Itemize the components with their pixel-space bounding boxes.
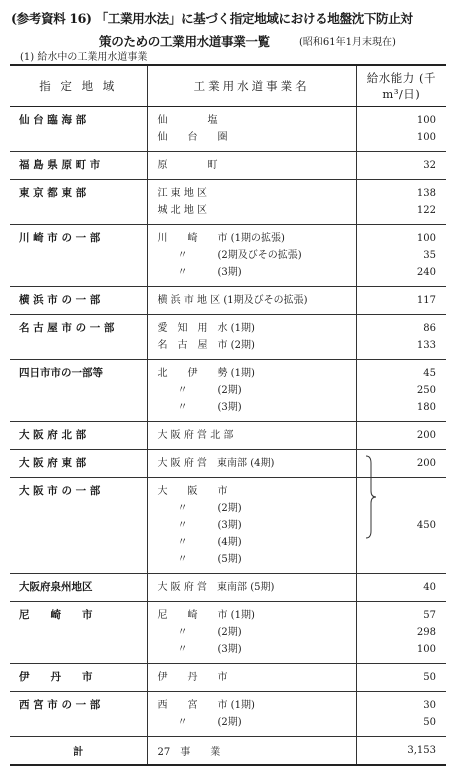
capacity-value: 138: [416, 188, 436, 199]
region-cell: [10, 152, 147, 180]
project-cell: [147, 574, 356, 602]
capacity-value: 45: [423, 368, 436, 379]
project-name: 〃 (2期): [157, 503, 242, 514]
project-name: 〃 (3期): [157, 402, 242, 413]
project-name: 西 宮 市 (1期): [157, 700, 255, 711]
region-cell: [10, 664, 147, 692]
table-header-row: [10, 65, 446, 107]
project-name: 大 阪 市: [157, 486, 228, 497]
region-cell: [10, 180, 147, 225]
project-cell: [147, 287, 356, 315]
project-name: 原 町: [157, 160, 218, 171]
capacity-value: 32: [423, 160, 436, 171]
table-row: [10, 225, 446, 287]
region-cell: [10, 315, 147, 360]
capacity-value: 57: [423, 610, 436, 621]
total-projects-cell: [147, 737, 356, 766]
document-title-line-2: 策のための工業用水道事業一覧: [99, 34, 270, 49]
project-name: 仙 塩: [157, 115, 218, 126]
table-row: [10, 315, 446, 360]
capacity-cell: [356, 574, 446, 602]
capacity-cell: [356, 225, 446, 287]
project-name: 〃 (2期及びその拡張): [157, 250, 302, 261]
project-name: 〃 (3期): [157, 267, 242, 278]
capacity-value: 200: [416, 458, 436, 469]
column-header-region: 指 定 地 域: [10, 65, 147, 107]
project-name: 〃 (3期): [157, 520, 242, 531]
capacity-value: 180: [416, 402, 436, 413]
capacity-value: 100: [416, 132, 436, 143]
capacity-cell: [356, 107, 446, 152]
capacity-value: 35: [423, 250, 436, 261]
project-name: 〃 (5期): [157, 554, 242, 565]
total-value-cell: [356, 737, 446, 766]
project-cell: [147, 225, 356, 287]
capacity-value: 133: [416, 340, 436, 351]
capacity-value: 122: [416, 205, 436, 216]
region-cell: [10, 574, 147, 602]
capacity-cell: [356, 422, 446, 450]
project-name: 〃 (4期): [157, 537, 242, 548]
capacity-value: 100: [416, 233, 436, 244]
project-name: 尼 崎 市 (1期): [157, 610, 255, 621]
project-name: 北 伊 勢 (1期): [157, 368, 255, 379]
table-row: [10, 450, 446, 478]
region-name: 四日市市の一部等: [19, 367, 103, 379]
project-name: 〃 (2期): [157, 385, 242, 396]
region-name: 川 崎 市 の 一 部: [19, 232, 101, 244]
capacity-value: 50: [423, 672, 436, 683]
region-name: 大阪府泉州地区: [19, 581, 93, 593]
brace-mark: [365, 455, 377, 539]
region-cell: [10, 225, 147, 287]
project-cell: [147, 315, 356, 360]
capacity-value: 200: [416, 430, 436, 441]
project-name: 〃 (2期): [157, 717, 242, 728]
project-cell: [147, 422, 356, 450]
capacity-cell: [356, 664, 446, 692]
capacity-value: 100: [416, 644, 436, 655]
table-row: [10, 574, 446, 602]
region-cell: [10, 287, 147, 315]
capacity-value: 298: [416, 627, 436, 638]
capacity-value: 40: [423, 582, 436, 593]
region-cell: [10, 360, 147, 422]
table-row: [10, 692, 446, 737]
region-name: 伊 丹 市: [19, 671, 93, 683]
capacity-value: 240: [416, 267, 436, 278]
table-row: [10, 602, 446, 664]
capacity-cell: [356, 152, 446, 180]
project-cell: [147, 180, 356, 225]
capacity-value: 117: [416, 295, 436, 306]
project-name: 仙 台 圏: [157, 132, 228, 143]
project-cell: [147, 692, 356, 737]
project-cell: [147, 107, 356, 152]
total-label: 計: [73, 747, 84, 758]
capacity-cell: [356, 287, 446, 315]
project-name: 名 古 屋 市 (2期): [157, 340, 255, 351]
region-cell: [10, 692, 147, 737]
project-name: 大 阪 府 営 北 部: [157, 430, 234, 441]
section-subtitle: (1) 給水中の工業用水道事業: [20, 52, 148, 63]
total-label-cell: [10, 737, 147, 766]
column-header-project: 工業用水道事業名: [147, 65, 356, 107]
project-name: 川 崎 市 (1期の拡張): [157, 233, 285, 244]
table-row: [10, 180, 446, 225]
capacity-value: 50: [423, 717, 436, 728]
project-cell: [147, 664, 356, 692]
project-name: 大 阪 府 営 東南部 (5期): [157, 582, 275, 593]
water-supply-table: [10, 64, 446, 766]
region-cell: [10, 422, 147, 450]
region-name: 名 古 屋 市 の 一 部: [19, 322, 115, 334]
project-name: 〃 (3期): [157, 644, 242, 655]
project-name: 江 東 地 区: [157, 188, 208, 199]
table-row: [10, 422, 446, 450]
table-row: [10, 287, 446, 315]
table-row: [10, 360, 446, 422]
capacity-cell: [356, 180, 446, 225]
region-name: 大 阪 府 東 部: [19, 457, 87, 469]
region-name: 大 阪 府 北 部: [19, 429, 87, 441]
table-row: [10, 107, 446, 152]
project-name: 大 阪 府 営 東南部 (4期): [157, 458, 275, 469]
project-cell: [147, 360, 356, 422]
project-cell: [147, 152, 356, 180]
region-name: 大 阪 市 の 一 部: [19, 485, 101, 497]
capacity-cell: [356, 315, 446, 360]
document-title-line-1: (参考資料 16) 「工業用水法」に基づく指定地域における地盤沈下防止対: [11, 11, 413, 26]
project-name: 横 浜 市 地 区 (1期及びその拡張): [157, 295, 308, 306]
capacity-value: 250: [416, 385, 436, 396]
capacity-cell: [356, 602, 446, 664]
region-cell: [10, 107, 147, 152]
region-cell: [10, 602, 147, 664]
column-header-capacity: 給水能力 (千m³/日): [356, 65, 446, 107]
region-name: 福 島 県 原 町 市: [19, 159, 101, 171]
capacity-cell: [356, 692, 446, 737]
region-cell: [10, 450, 147, 478]
project-name: 愛 知 用 水 (1期): [157, 323, 255, 334]
region-name: 横 浜 市 の 一 部: [19, 294, 101, 306]
project-cell: [147, 478, 356, 574]
capacity-value: 30: [423, 700, 436, 711]
region-name: 西 宮 市 の 一 部: [19, 699, 101, 711]
region-cell: [10, 478, 147, 574]
capacity-value: 450: [416, 520, 436, 531]
capacity-value: 100: [416, 115, 436, 126]
region-name: 東 京 都 東 部: [19, 187, 87, 199]
region-name: 仙 台 臨 海 部: [19, 114, 87, 126]
table-row: [10, 152, 446, 180]
table-row: [10, 478, 446, 574]
as-of-date: (昭和61年1月末現在): [299, 37, 396, 48]
total-value: 3,153: [407, 745, 436, 756]
table-row: [10, 664, 446, 692]
total-projects: 27 事 業: [157, 747, 221, 758]
project-name: 城 北 地 区: [157, 205, 208, 216]
project-cell: [147, 450, 356, 478]
capacity-value: 86: [423, 323, 436, 334]
project-name: 〃 (2期): [157, 627, 242, 638]
region-name: 尼 崎 市: [19, 609, 93, 621]
project-cell: [147, 602, 356, 664]
project-name: 伊 丹 市: [157, 672, 228, 683]
total-row: [10, 737, 446, 766]
capacity-cell: [356, 360, 446, 422]
